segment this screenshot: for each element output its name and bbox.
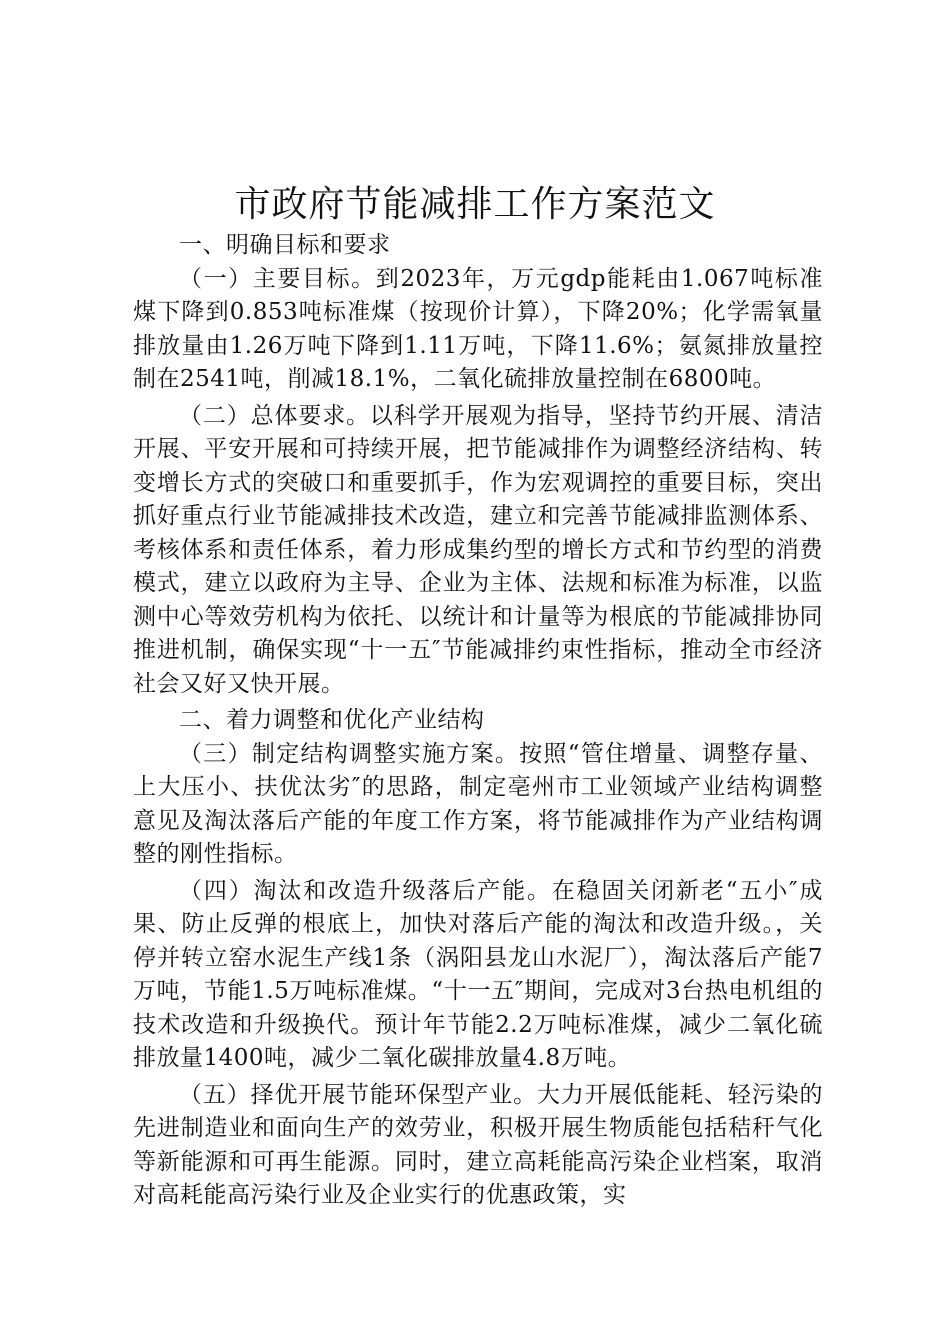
paragraph-eliminate-capacity: （四）淘汰和改造升级落后产能。在稳固关闭新老“五小″成果、防止反弹的根底上，加快对落后产能的淘汰和改造升级。，关停并转立窑水泥生产线1条（涡阳县龙山水泥厂），淘汰落后产能7万吨，节能1.5万吨标准煤。“十一五″期间，完成对3台热电机组的技术改造和升级换代。预计年节能2.2万吨标准煤，减少二氧化硫排放量1400吨，减少二氧化碳排放量4.8万吨。 — [133, 877, 823, 1071]
paragraph-main-goal: （一）主要目标。到2023年，万元gdp能耗由1.067吨标准煤下降到0.853吨标准煤（按现价计算），下降20%；化学需氧量排放量由1.26万吨下降到1.11万吨，下降11.6%；氨氮排放量控制在2541吨，削减18.1%，二氧化硫排放量控制在6800吨。 — [133, 265, 823, 392]
paragraph-green-industry: （五）择优开展节能环保型产业。大力开展低能耗、轻污染的先进制造业和面向生产的效劳业，积极开展生物质能包括秸秆气化等新能源和可再生能源。同时，建立高耗能高污染企业档案，取消对高耗能高污染行业及企业实行的优惠政策，实 — [133, 1081, 823, 1208]
paragraph-general-requirements: （二）总体要求。以科学开展观为指导，坚持节约开展、清洁开展、平安开展和可持续开展，把节能减排作为调整经济结构、转变增长方式的突破口和重要抓手，作为宏观调控的重要目标，突出抓好重点行业节能减排技术改造，建立和完善节能减排监测体系、考核体系和责任体系，着力形成集约型的增长方式和节约型的消费模式，建立以政府为主导、企业为主体、法规和标准为标准，以监测中心等效劳机构为依托、以统计和计量等为根底的节能减排协同推进机制，确保实现“十一五″节能减排约束性指标，推动全市经济社会又好又快开展。 — [133, 402, 823, 697]
document-title: 市政府节能减排工作方案范文 — [234, 184, 716, 225]
document-body — [133, 229, 823, 1216]
paragraph-structure-plan: （三）制定结构调整实施方案。按照“管住增量、调整存量、上大压小、扶优汰劣″的思路，制定亳州市工业领域产业结构调整意见及淘汰落后产能的年度工作方案，将节能减排作为产业结构调整的刚性指标。 — [133, 740, 823, 867]
section-heading-1: 一、明确目标和要求 — [179, 232, 391, 258]
section-heading-2: 二、着力调整和优化产业结构 — [179, 707, 485, 733]
